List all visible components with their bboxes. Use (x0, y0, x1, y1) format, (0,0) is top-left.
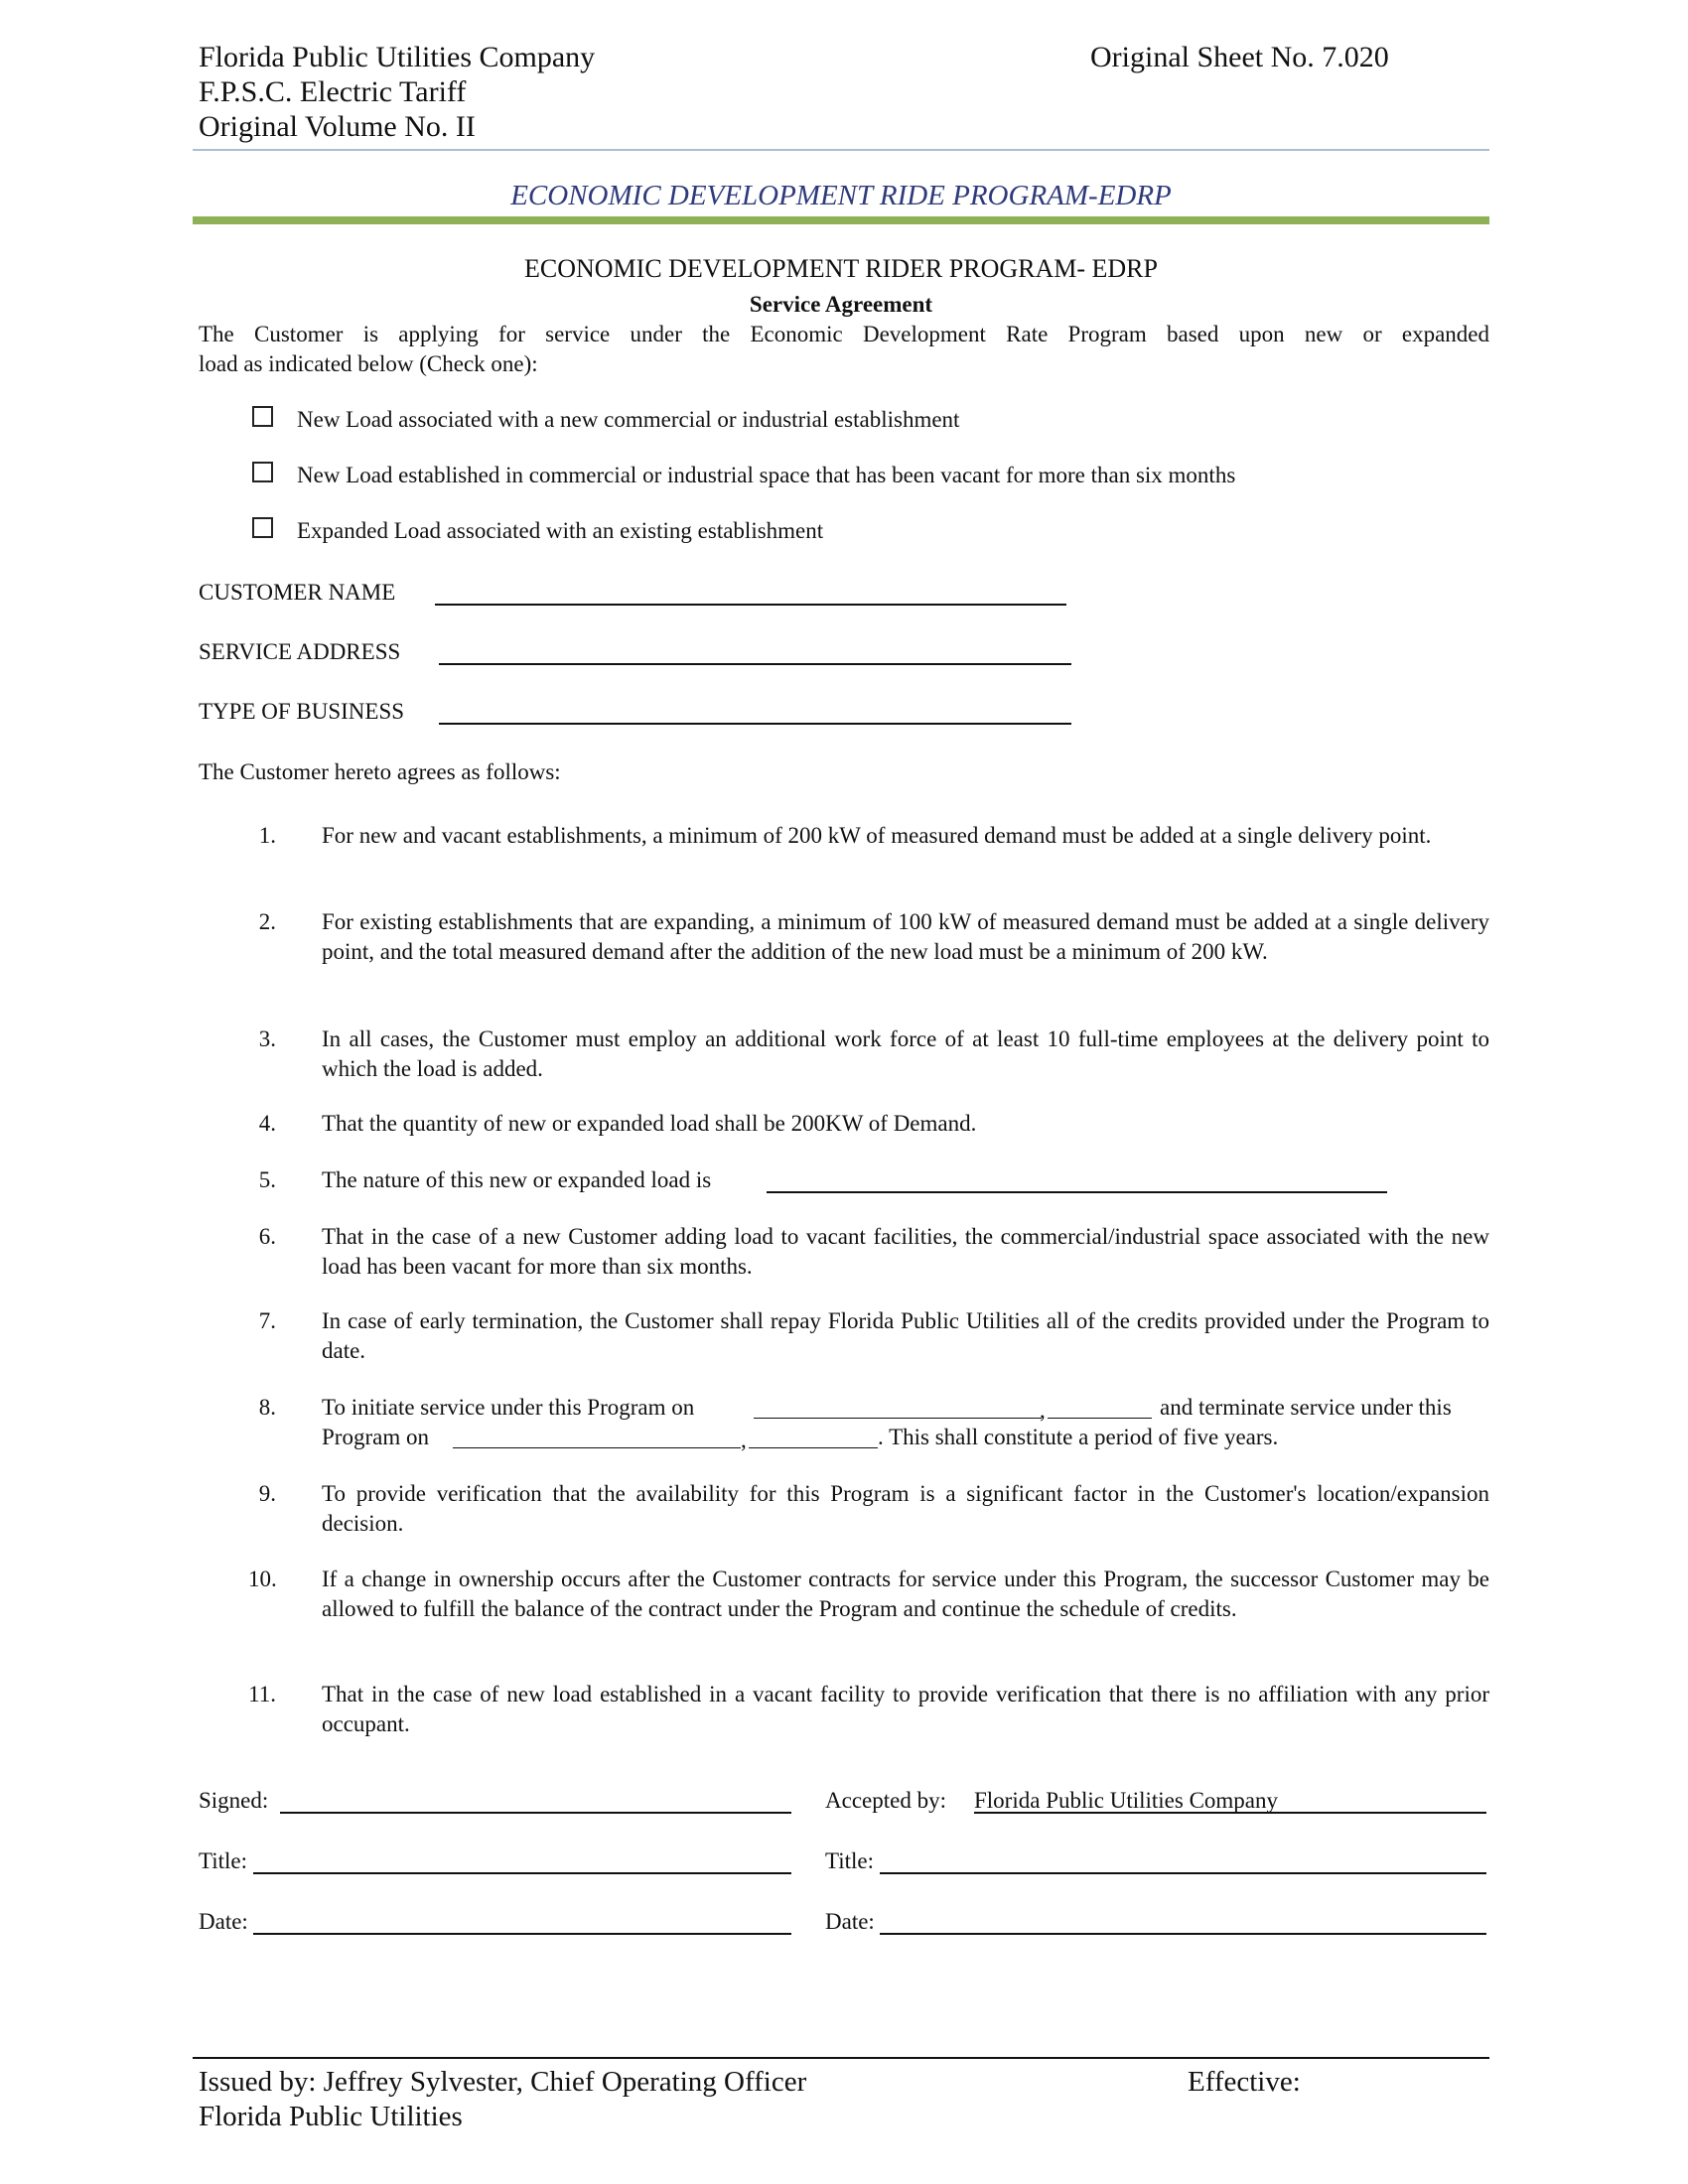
intro-text-line1: The Customer is applying for service under the Economic Development Rate Program based upon new or expanded (199, 322, 1489, 346)
initiate-year-field[interactable] (1048, 1418, 1152, 1419)
tariff-name: F.P.S.C. Electric Tariff (199, 75, 467, 108)
comma: , (1040, 1398, 1046, 1423)
agreement-item-8-text-b: and terminate service under this (1160, 1395, 1452, 1420)
company-title-label: Title: (825, 1848, 875, 1873)
checkbox-expanded-load[interactable] (252, 517, 273, 538)
agreement-item: The nature of this new or expanded load is (322, 1167, 712, 1192)
terminate-year-field[interactable] (749, 1447, 878, 1448)
item-number: 10. (248, 1567, 277, 1591)
agreement-item: For new and vacant establishments, a minimum of 200 kW of measured demand must be added at a single delivery point. (322, 823, 1432, 848)
footer-company: Florida Public Utilities (199, 2101, 463, 2132)
accepted-by-label: Accepted by: (825, 1788, 946, 1813)
agreement-item-8-text-a: To initiate service under this Program on (322, 1395, 695, 1420)
company-date-label: Date: (825, 1909, 875, 1934)
customer-title-label: Title: (199, 1848, 248, 1873)
nature-of-load-field[interactable] (767, 1191, 1387, 1193)
item-number: 9. (258, 1481, 276, 1506)
item-number: 3. (258, 1026, 276, 1051)
sheet-number: Original Sheet No. 7.020 (1090, 41, 1389, 73)
terminate-date-field[interactable] (453, 1447, 741, 1448)
customer-date-field[interactable] (253, 1933, 791, 1935)
issued-by: Issued by: Jeffrey Sylvester, Chief Operating Officer (199, 2066, 807, 2098)
item-number: 11. (248, 1682, 276, 1706)
agreement-item: That in the case of new load established in a vacant facility to provide verification that there is no affiliation with any prior occupant. (322, 1682, 1489, 1736)
item-number: 5. (258, 1167, 276, 1192)
program-banner-title: ECONOMIC DEVELOPMENT RIDE PROGRAM-EDRP (510, 180, 1172, 211)
item-number: 6. (258, 1224, 276, 1249)
agreement-item: In all cases, the Customer must employ an additional work force of at least 10 full-time employees at the delivery point to which the load is added. (322, 1026, 1489, 1081)
agreement-intro: The Customer hereto agrees as follows: (199, 759, 561, 784)
company-date-field[interactable] (880, 1933, 1486, 1935)
customer-title-field[interactable] (253, 1872, 791, 1874)
accepted-by-field[interactable] (974, 1812, 1486, 1814)
customer-date-label: Date: (199, 1909, 248, 1934)
company-title-field[interactable] (880, 1872, 1486, 1874)
checkbox-label-vacant-load: New Load established in commercial or industrial space that has been vacant for more than six months (297, 463, 1236, 487)
document-subtitle: Service Agreement (749, 292, 933, 317)
customer-name-label: CUSTOMER NAME (199, 580, 396, 605)
comma: , (741, 1428, 747, 1452)
checkbox-label-expanded-load: Expanded Load associated with an existing establishment (297, 518, 824, 543)
checkbox-new-load[interactable] (252, 406, 273, 427)
agreement-item-8-text-d: . This shall constitute a period of five years. (878, 1425, 1279, 1449)
company-name: Florida Public Utilities Company (199, 41, 596, 73)
agreement-item: If a change in ownership occurs after the Customer contracts for service under this Program, the successor Customer may be allowed to fulfill the balance of the contract under the Program and continue the schedule of credits. (322, 1567, 1489, 1621)
service-address-label: SERVICE ADDRESS (199, 639, 401, 664)
item-number: 7. (258, 1308, 276, 1333)
agreement-item: That the quantity of new or expanded load shall be 200KW of Demand. (322, 1111, 977, 1136)
service-address-field[interactable] (439, 663, 1071, 665)
agreement-item: To provide verification that the availability for this Program is a significant factor in the Customer's location/expansion decision. (322, 1481, 1489, 1536)
customer-name-field[interactable] (435, 604, 1066, 606)
checkbox-vacant-load[interactable] (252, 462, 273, 482)
agreement-item: For existing establishments that are expanding, a minimum of 100 kW of measured demand must be added at a single delivery point, and the total measured demand after the addition of the new load must be a minimum of 200 kW. (322, 909, 1489, 964)
volume-label: Original Volume No. II (199, 110, 476, 143)
initiate-date-field[interactable] (754, 1418, 1042, 1419)
type-of-business-label: TYPE OF BUSINESS (199, 699, 405, 724)
document-title: ECONOMIC DEVELOPMENT RIDER PROGRAM- EDRP (523, 254, 1158, 283)
item-number: 1. (258, 823, 276, 848)
agreement-item: In case of early termination, the Customer shall repay Florida Public Utilities all of the credits provided under the Program to date. (322, 1308, 1489, 1363)
footer-rule (193, 2057, 1489, 2059)
checkbox-label-new-load: New Load associated with a new commercial or industrial establishment (297, 407, 960, 432)
agreement-item: That in the case of a new Customer adding load to vacant facilities, the commercial/industrial space associated with the new load has been vacant for more than six months. (322, 1224, 1489, 1279)
header-rule (193, 149, 1489, 151)
type-of-business-field[interactable] (439, 723, 1071, 725)
item-number: 2. (258, 909, 276, 934)
customer-signature-field[interactable] (280, 1812, 791, 1814)
item-number: 8. (258, 1395, 276, 1420)
signed-label: Signed: (199, 1788, 269, 1813)
effective-label: Effective: (1188, 2066, 1301, 2098)
item-number: 4. (258, 1111, 276, 1136)
intro-text-line2: load as indicated below (Check one): (199, 351, 538, 376)
banner-rule (193, 216, 1489, 224)
accepted-company: Florida Public Utilities Company (974, 1788, 1279, 1813)
agreement-item-8-text-c: Program on (322, 1425, 429, 1449)
